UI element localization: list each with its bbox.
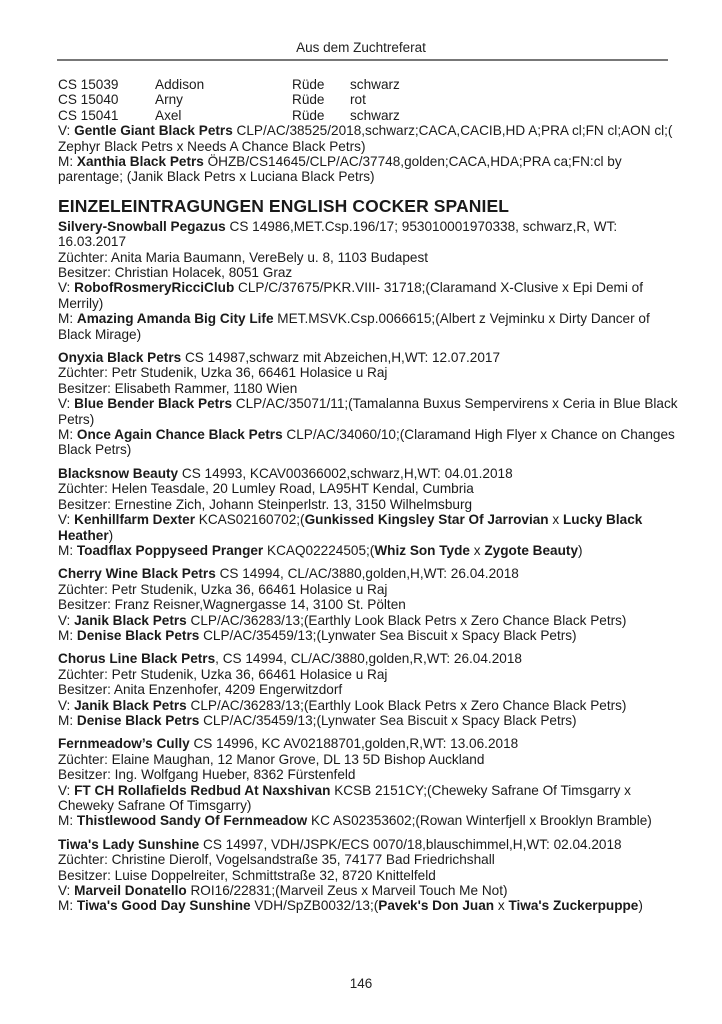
sire-line — [58, 280, 678, 311]
dam-details: KC AS02353602;(Rowan Winterfjell x Brooklyn Bramble) — [307, 813, 652, 829]
dam-line — [58, 311, 678, 342]
dog-name: Fernmeadow’s Cully — [58, 736, 190, 752]
registry-entry — [58, 219, 678, 342]
sire-prefix: V: — [58, 697, 75, 713]
litter-id: CS 15039 — [58, 77, 119, 92]
dam-details: ÖHZB/CS14645/CLP/AC/37748,golden;CACA,HDA;PRA ca;FN:cl by parentage; (Janik Black Petrs x Luciana Black Petrs) — [58, 153, 622, 185]
breeder-line: Züchter: Petr Studenik, Uzka 36, 66461 Holasice u Raj — [58, 666, 388, 682]
dog-name: Tiwa's Lady Sunshine — [58, 836, 200, 852]
sire-line — [58, 698, 678, 713]
page-header-title: Aus dem Zuchtreferat — [296, 40, 426, 55]
owner-line: Besitzer: Christian Holacek, 8051 Graz — [58, 265, 293, 281]
litter-color: schwarz — [350, 77, 400, 92]
sire-prefix: V: — [58, 782, 75, 798]
sire-parent-2: Lucky Black Heather — [58, 512, 643, 543]
sire-line — [58, 783, 678, 814]
litter-id: CS 15040 — [58, 92, 119, 108]
dam-code: VDH/SpZB0032/13;( — [250, 898, 379, 914]
dam-prefix: M: — [58, 898, 77, 914]
dam-details: CLP/AC/35459/13;(Lynwater Sea Biscuit x Spacy Black Petrs) — [199, 712, 577, 728]
dam-line — [58, 628, 678, 643]
sire-details: KCSB 2151CY;(Cheweky Safrane Of Timsgarry x Cheweky Safrane Of Timsgarry) — [58, 782, 631, 814]
dam-line — [58, 813, 678, 828]
entry-headline — [58, 350, 678, 365]
breeder-line: Züchter: Petr Studenik, Uzka 36, 66461 Holasice u Raj — [58, 581, 388, 597]
sire-details: CLP/AC/38525/2018,schwarz;CACA,CACIB,HD A;PRA cl;FN cl;AON cl;( Zephyr Black Petrs x Needs A Chance Black Petrs) — [58, 123, 673, 154]
entry-headline — [58, 219, 678, 250]
litter-name: Arny — [155, 92, 183, 108]
litter-table — [58, 77, 678, 185]
sire-name: Marveil Donatello — [74, 883, 187, 899]
dam-prefix: M: — [58, 542, 77, 558]
dam-line — [58, 543, 678, 558]
paren-close: ) — [638, 898, 643, 914]
dam-name: Xanthia Black Petrs — [76, 153, 204, 169]
dog-details: CS 14987,schwarz mit Abzeichen,H,WT: 12.07.2017 — [181, 350, 501, 366]
owner-line: Besitzer: Anita Enzenhofer, 4209 Engerwitzdorf — [58, 682, 343, 698]
owner-line: Besitzer: Elisabeth Rammer, 1180 Wien — [58, 380, 298, 396]
dog-name: Silvery-Snowball Pegazus — [58, 218, 226, 234]
paren-close: ) — [578, 542, 583, 558]
page-number: 146 — [349, 976, 373, 991]
dam-details: CLP/AC/34060/10;(Claramand High Flyer x Chance on Changes Black Petrs) — [58, 427, 675, 458]
dog-details: CS 14996, KC AV02188701,golden,R,WT: 13.06.2018 — [189, 736, 519, 752]
litter-dam — [58, 154, 678, 185]
dam-name: Thistlewood Sandy Of Fernmeadow — [76, 813, 308, 829]
cross-x: x — [469, 542, 485, 558]
litter-row — [58, 108, 678, 123]
sire-prefix: V: — [58, 883, 75, 899]
page-content — [58, 77, 678, 922]
owner-line: Besitzer: Luise Doppelreiter, Schmittstraße 32, 8720 Knittelfeld — [58, 867, 436, 883]
cross-x: x — [548, 512, 563, 528]
entry-headline — [58, 736, 678, 751]
dog-details: , CS 14994, CL/AC/3880,golden,R,WT: 26.04.2018 — [215, 651, 522, 667]
sire-parent-1: Gunkissed Kingsley Star Of Jarrovian — [304, 512, 549, 528]
entry-headline — [58, 837, 678, 852]
owner-line: Besitzer: Ernestine Zich, Johann Steinperlstr. 13, 3150 Wilhelmsburg — [58, 496, 473, 512]
dam-name: Toadflax Poppyseed Pranger — [76, 542, 264, 558]
registry-entry — [58, 651, 678, 728]
dam-prefix: M: — [58, 627, 77, 643]
sire-name: Blue Bender Black Petrs — [74, 396, 233, 412]
dog-name: Blacksnow Beauty — [58, 465, 179, 481]
sire-line — [58, 613, 678, 628]
dam-prefix: M: — [58, 153, 77, 169]
litter-sex: Rüde — [292, 107, 325, 123]
paren-close: ) — [108, 527, 114, 543]
dog-details: CS 14986,MET.Csp.196/17; 953010001970338, schwarz,R, WT: 16.03.2017 — [58, 218, 618, 250]
dam-parent-1: Pavek's Don Juan — [378, 898, 495, 914]
entry-headline — [58, 651, 678, 666]
owner-line: Besitzer: Ing. Wolfgang Hueber, 8362 Fürstenfeld — [58, 767, 356, 783]
dog-details: CS 14994, CL/AC/3880,golden,H,WT: 26.04.2018 — [215, 566, 519, 582]
breeder-line: Züchter: Petr Studenik, Uzka 36, 66461 Holasice u Raj — [58, 365, 388, 381]
dam-name: Denise Black Petrs — [76, 712, 200, 728]
litter-sex: Rüde — [292, 92, 325, 108]
dam-name: Tiwa's Good Day Sunshine — [76, 898, 251, 914]
litter-sire — [58, 123, 678, 154]
dam-line — [58, 427, 678, 458]
litter-name: Addison — [155, 77, 205, 92]
dam-prefix: M: — [58, 427, 77, 443]
sire-prefix: V: — [58, 512, 75, 528]
sire-details: CLP/AC/36283/13;(Earthly Look Black Petrs x Zero Chance Black Petrs) — [186, 697, 627, 713]
sire-prefix: V: — [58, 612, 75, 628]
breeder-line: Züchter: Anita Maria Baumann, VereBely u. 8, 1103 Budapest — [58, 249, 429, 265]
dam-code: KCAQ02224505;( — [263, 542, 375, 558]
sire-name: RobofRosmeryRicciClub — [74, 280, 235, 296]
litter-name: Axel — [155, 107, 182, 123]
breeder-line: Züchter: Elaine Maughan, 12 Manor Grove, DL 13 5D Bishop Auckland — [58, 751, 485, 767]
sire-name: Janik Black Petrs — [74, 612, 187, 628]
dam-prefix: M: — [58, 813, 77, 829]
sire-details: CLP/AC/36283/13;(Earthly Look Black Petrs x Zero Chance Black Petrs) — [186, 612, 627, 628]
litter-row — [58, 77, 678, 92]
dog-details: CS 14997, VDH/JSPK/ECS 0070/18,blauschimmel,H,WT: 02.04.2018 — [199, 836, 622, 852]
registry-entry — [58, 837, 678, 914]
registry-entry — [58, 466, 678, 558]
entry-headline — [58, 566, 678, 581]
owner-line: Besitzer: Franz Reisner,Wagnergasse 14, 3100 St. Pölten — [58, 597, 406, 613]
breeder-line: Züchter: Helen Teasdale, 20 Lumley Road, LA95HT Kendal, Cumbria — [58, 481, 474, 497]
dam-parent-1: Whiz Son Tyde — [374, 542, 470, 558]
dog-name: Onyxia Black Petrs — [58, 350, 182, 366]
sire-line — [58, 396, 678, 427]
sire-prefix: V: — [58, 280, 75, 296]
dam-parent-2: Zygote Beauty — [484, 542, 579, 558]
sire-name: Janik Black Petrs — [74, 697, 187, 713]
registry-entry — [58, 736, 678, 828]
entry-headline — [58, 466, 678, 481]
sire-line — [58, 883, 678, 898]
dam-prefix: M: — [58, 712, 77, 728]
dog-name: Cherry Wine Black Petrs — [58, 566, 216, 582]
dam-line — [58, 713, 678, 728]
header-rule — [57, 59, 668, 61]
registry-entry — [58, 566, 678, 643]
sire-code: KCAS02160702;( — [195, 512, 305, 528]
sire-line — [58, 512, 678, 543]
dam-details: MET.MSVK.Csp.0066615;(Albert z Vejminku x Dirty Dancer of Black Mirage) — [58, 311, 650, 342]
dam-details: CLP/AC/35459/13;(Lynwater Sea Biscuit x Spacy Black Petrs) — [199, 627, 577, 643]
dam-name: Denise Black Petrs — [76, 627, 200, 643]
sire-details: ROI16/22831;(Marveil Zeus x Marveil Touch Me Not) — [186, 883, 508, 899]
litter-id: CS 15041 — [58, 107, 119, 123]
registry-entry — [58, 350, 678, 458]
sire-name: Gentle Giant Black Petrs — [74, 123, 233, 139]
breeder-line: Züchter: Christine Dierolf, Vogelsandstraße 35, 74177 Bad Friedrichshall — [58, 852, 495, 868]
dam-prefix: M: — [58, 311, 77, 327]
sire-prefix: V: — [58, 396, 75, 412]
dam-name: Once Again Chance Black Petrs — [76, 427, 283, 443]
sire-details: CLP/C/37675/PKR.VIII- 31718;(Claramand X-Clusive x Epi Demi of Merrily) — [58, 280, 643, 311]
sire-prefix: V: — [58, 123, 75, 139]
sire-name: FT CH Rollafields Redbud At Naxshivan — [74, 782, 331, 798]
dog-details: CS 14993, KCAV00366002,schwarz,H,WT: 04.01.2018 — [178, 465, 513, 481]
litter-sex: Rüde — [292, 77, 325, 92]
litter-color: schwarz — [350, 107, 400, 123]
cross-x: x — [494, 898, 509, 914]
dam-parent-2: Tiwa's Zuckerpuppe — [508, 898, 639, 914]
sire-details: CLP/AC/35071/11;(Tamalanna Buxus Sempervirens x Ceria in Blue Black Petrs) — [58, 396, 678, 427]
sire-name: Kenhillfarm Dexter — [74, 512, 195, 528]
dam-line — [58, 898, 678, 913]
section-title: EINZELEINTRAGUNGEN ENGLISH COCKER SPANIEL — [58, 195, 510, 216]
litter-row — [58, 92, 678, 107]
litter-color: rot — [350, 92, 366, 108]
dam-name: Amazing Amanda Big City Life — [76, 311, 274, 327]
dog-name: Chorus Line Black Petrs — [58, 651, 216, 667]
